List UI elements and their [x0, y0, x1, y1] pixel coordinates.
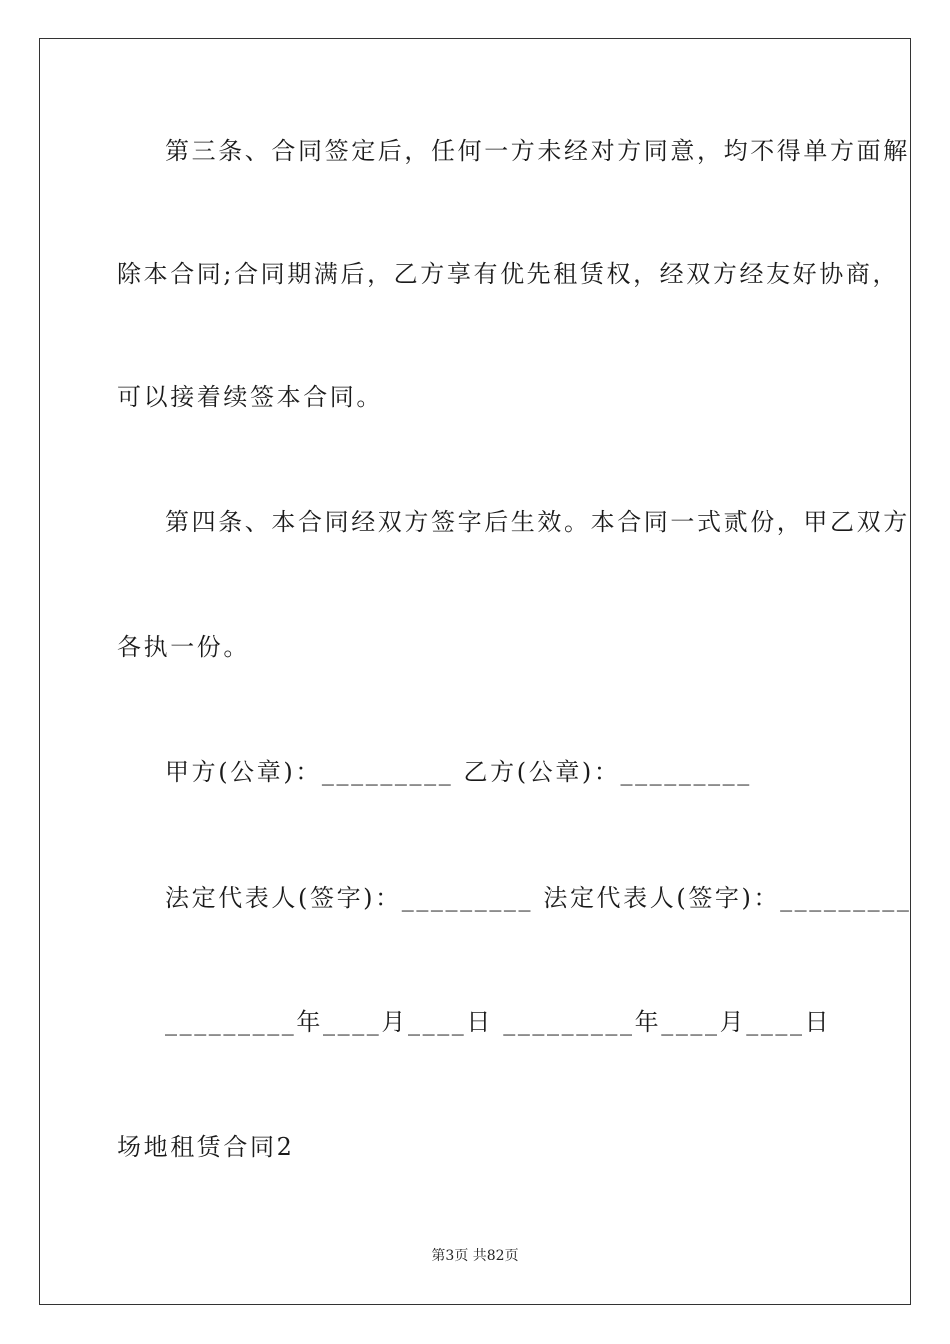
seal-line: 甲方(公章)：_________ 乙方(公章)：_________: [165, 758, 752, 786]
clause-4-line-1: 第四条、本合同经双方签字后生效。本合同一式贰份，甲乙双方: [165, 508, 910, 536]
clause-4-line-2: 各执一份。: [117, 633, 250, 661]
page-border: [39, 38, 911, 1305]
clause-3-line-1: 第三条、合同签定后，任何一方未经对方同意，均不得单方面解: [165, 137, 910, 165]
section-heading: 场地租赁合同2: [117, 1133, 295, 1161]
signature-line: 法定代表人(签字)：_________ 法定代表人(签字)：_________: [165, 884, 912, 912]
clause-3-line-2: 除本合同;合同期满后，乙方享有优先租赁权，经双方经友好协商，: [117, 260, 900, 288]
clause-3-line-3: 可以接着续签本合同。: [117, 383, 383, 411]
date-line: _________年____月____日 _________年____月____日: [165, 1008, 832, 1036]
page-footer: 第3页 共82页: [431, 1248, 519, 1264]
